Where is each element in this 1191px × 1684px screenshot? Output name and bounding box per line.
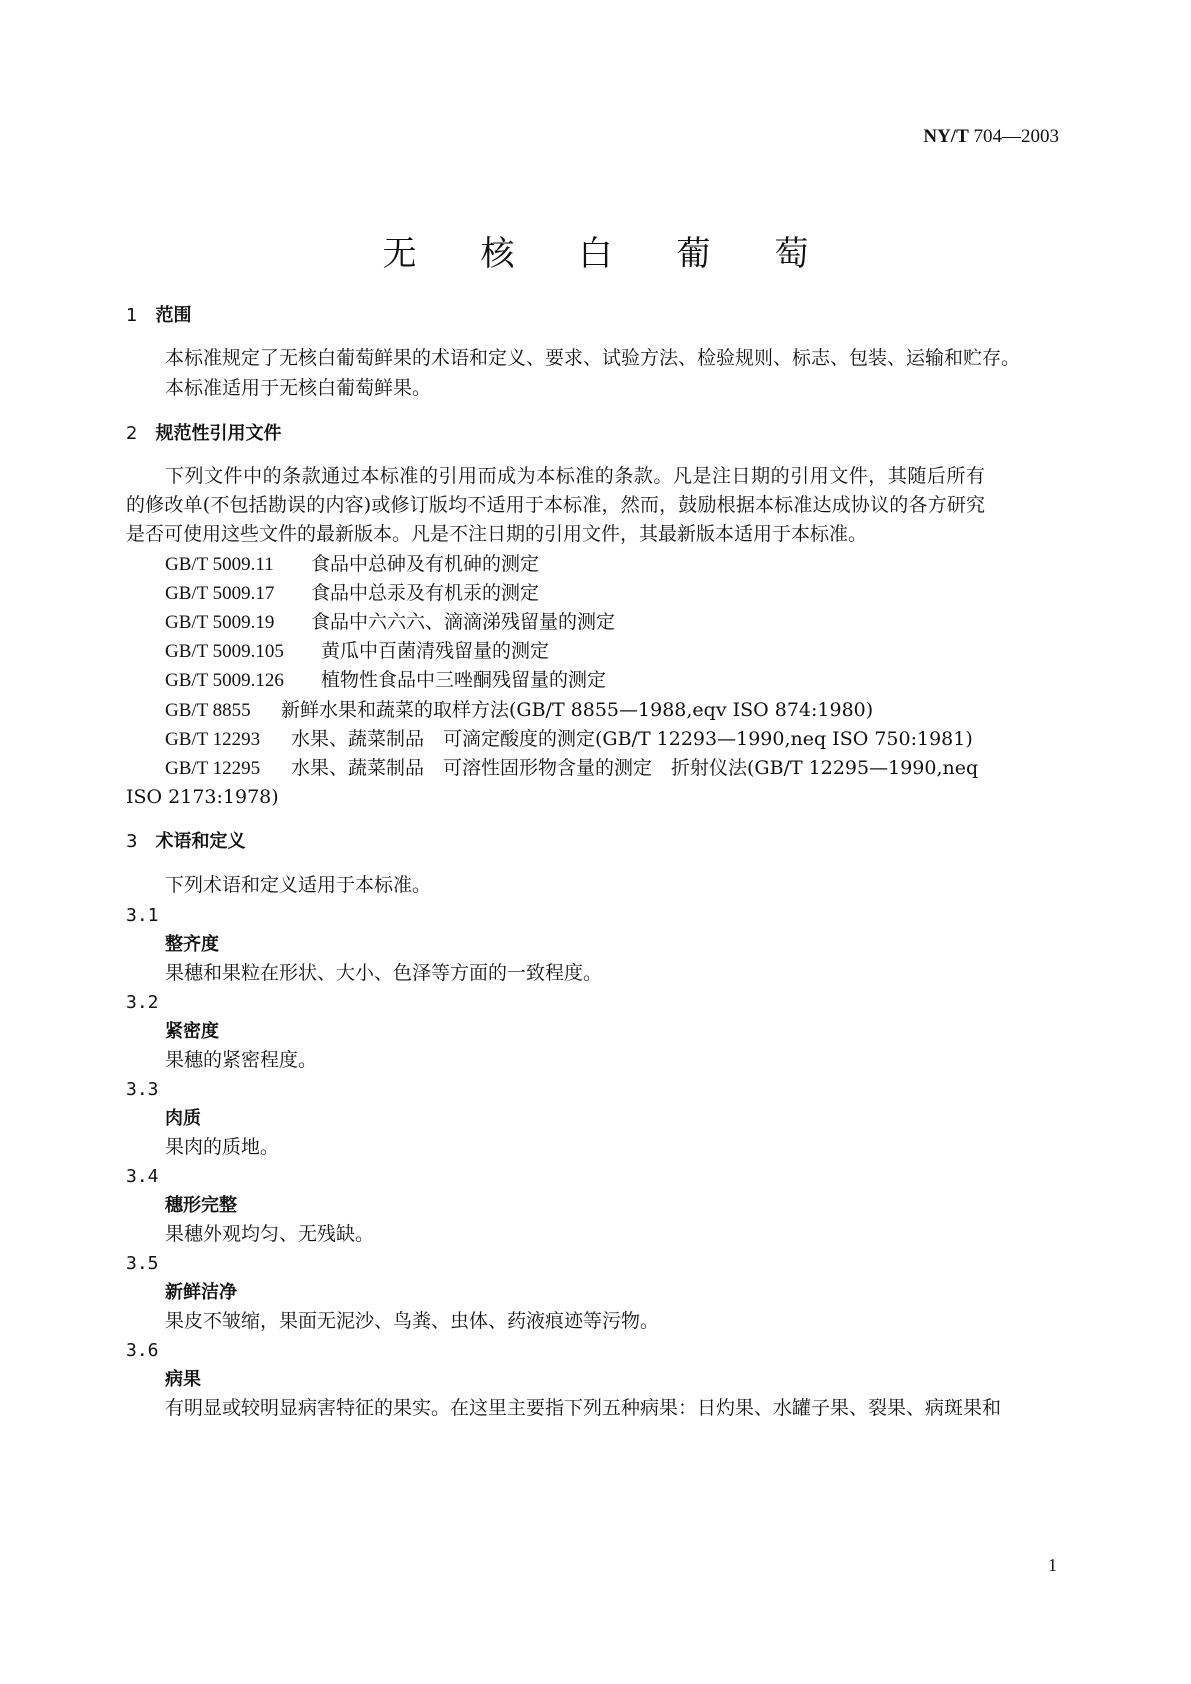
title-char: 无 bbox=[382, 234, 417, 274]
section-2-heading bbox=[126, 422, 281, 446]
reference-title: 黄瓜中百菌清残留量的测定 bbox=[321, 640, 550, 662]
term-definition: 果穗外观均匀、无残缺。 bbox=[165, 1223, 375, 1245]
term-definition: 果穗的紧密程度。 bbox=[165, 1049, 318, 1071]
section-1-heading bbox=[126, 304, 191, 328]
reference-code: GB/T 12293 bbox=[165, 729, 261, 750]
term-title: 穗形完整 bbox=[165, 1195, 237, 1216]
section-number: 3 bbox=[126, 831, 138, 852]
reference-title: 水果、蔬菜制品 可溶性固形物含量的测定 折射仪法(GB/T 12295—1990,neq bbox=[291, 757, 979, 779]
title-char: 核 bbox=[480, 234, 515, 274]
standard-code bbox=[923, 126, 1059, 148]
reference-item bbox=[165, 668, 606, 693]
reference-item bbox=[165, 727, 973, 752]
section-title: 规范性引用文件 bbox=[155, 423, 282, 444]
term-number: 3.1 bbox=[126, 905, 159, 926]
title-char: 萄 bbox=[774, 234, 809, 274]
term-definition: 有明显或较明显病害特征的果实。在这里主要指下列五种病果：日灼果、水罐子果、裂果、病斑果和 bbox=[165, 1397, 1002, 1419]
reference-code: GB/T 5009.105 bbox=[165, 641, 284, 662]
term-number: 3.3 bbox=[126, 1079, 159, 1100]
page-number: 1 bbox=[1048, 1555, 1057, 1575]
standard-prefix: NY/T bbox=[923, 126, 969, 147]
reference-code: GB/T 8855 bbox=[165, 700, 251, 721]
refs-intro-line: 是否可使用这些文件的最新版本。凡是不注日期的引用文件，其最新版本适用于本标准。 bbox=[126, 523, 868, 545]
standard-number: 704—2003 bbox=[973, 126, 1059, 147]
reference-code: GB/T 5009.19 bbox=[165, 612, 275, 633]
section-number: 2 bbox=[126, 423, 138, 444]
reference-item bbox=[165, 698, 873, 723]
reference-code: GB/T 12295 bbox=[165, 758, 261, 779]
reference-title: 水果、蔬菜制品 可滴定酸度的测定(GB/T 12293—1990,neq ISO 750:1981) bbox=[291, 728, 973, 750]
term-number: 3.2 bbox=[126, 992, 159, 1013]
reference-continuation: ISO 2173:1978) bbox=[126, 786, 279, 808]
term-definition: 果穗和果粒在形状、大小、色泽等方面的一致程度。 bbox=[165, 962, 603, 984]
reference-title: 新鲜水果和蔬菜的取样方法(GB/T 8855—1988,eqv ISO 874:1980) bbox=[281, 699, 874, 721]
section-3-heading bbox=[126, 830, 245, 854]
term-number: 3.6 bbox=[126, 1340, 159, 1361]
term-number: 3.5 bbox=[126, 1253, 159, 1274]
term-title: 紧密度 bbox=[165, 1021, 219, 1042]
term-definition: 果肉的质地。 bbox=[165, 1136, 280, 1158]
section-title: 术语和定义 bbox=[155, 831, 246, 852]
term-title: 病果 bbox=[165, 1369, 201, 1390]
term-title: 整齐度 bbox=[165, 934, 219, 955]
title-char: 葡 bbox=[676, 234, 711, 274]
reference-code: GB/T 5009.126 bbox=[165, 670, 284, 691]
reference-code: GB/T 5009.17 bbox=[165, 583, 275, 604]
section-title: 范围 bbox=[155, 305, 192, 326]
reference-item bbox=[165, 639, 549, 664]
reference-item bbox=[165, 581, 539, 606]
reference-title: 食品中六六六、滴滴涕残留量的测定 bbox=[311, 611, 616, 633]
title-char: 白 bbox=[578, 234, 613, 274]
reference-item bbox=[165, 610, 615, 635]
term-title: 肉质 bbox=[165, 1108, 201, 1129]
refs-intro-line: 下列文件中的条款通过本标准的引用而成为本标准的条款。凡是注日期的引用文件，其随后所有 bbox=[165, 465, 985, 487]
section-number: 1 bbox=[126, 305, 138, 326]
refs-intro-line: 的修改单(不包括勘误的内容)或修订版均不适用于本标准，然而，鼓励根据本标准达成协议的各方研究 bbox=[126, 494, 985, 516]
term-definition: 果皮不皱缩，果面无泥沙、鸟粪、虫体、药液痕迹等污物。 bbox=[165, 1310, 660, 1332]
terms-intro: 下列术语和定义适用于本标准。 bbox=[165, 874, 432, 896]
scope-paragraph: 本标准适用于无核白葡萄鲜果。 bbox=[165, 377, 432, 399]
document-title bbox=[0, 226, 1191, 275]
scope-paragraph: 本标准规定了无核白葡萄鲜果的术语和定义、要求、试验方法、检验规则、标志、包装、运输和贮存。 bbox=[165, 347, 1021, 369]
reference-title: 食品中总汞及有机汞的测定 bbox=[311, 582, 540, 604]
term-title: 新鲜洁净 bbox=[165, 1282, 237, 1303]
reference-item bbox=[165, 756, 978, 781]
reference-item bbox=[165, 552, 539, 577]
term-number: 3.4 bbox=[126, 1166, 159, 1187]
reference-title: 植物性食品中三唑酮残留量的测定 bbox=[321, 669, 607, 691]
reference-code: GB/T 5009.11 bbox=[165, 554, 274, 575]
reference-title: 食品中总砷及有机砷的测定 bbox=[311, 553, 540, 575]
